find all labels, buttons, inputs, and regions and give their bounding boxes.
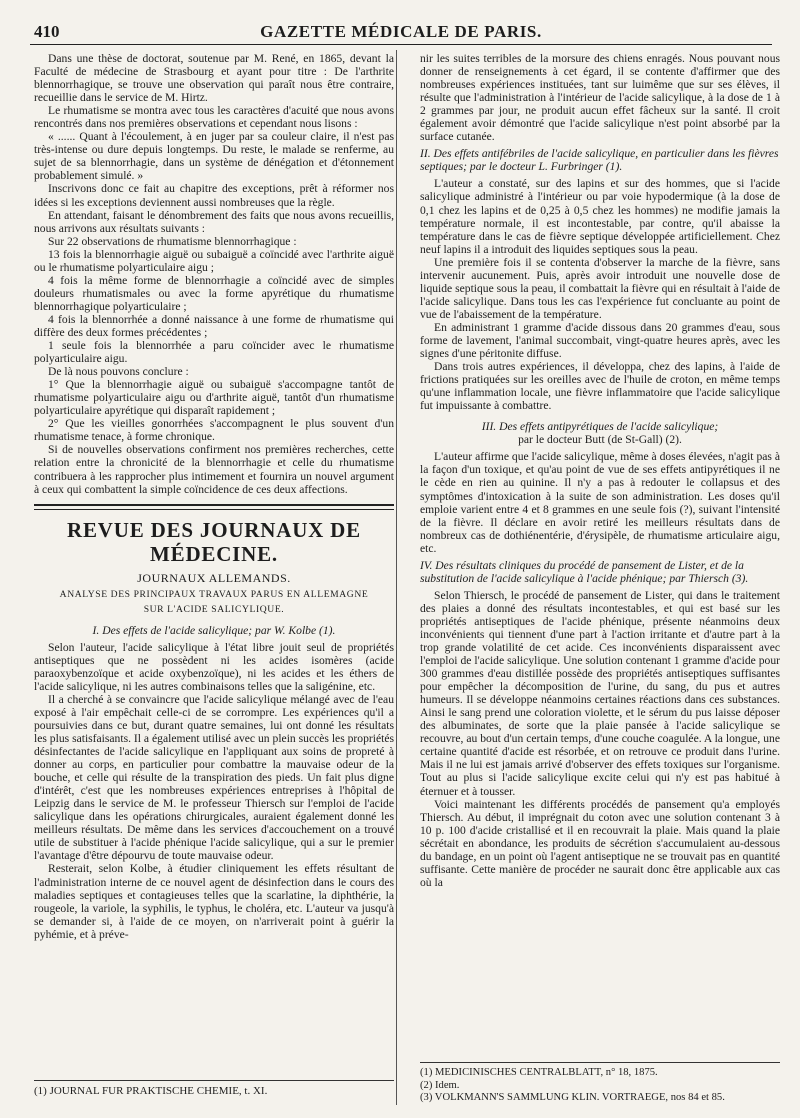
- revue-title: REVUE DES JOURNAUX DE MÉDECINE.: [67, 517, 361, 566]
- section-1-title: I. Des effets de l'acide salicylique; par W. Kolbe (1).: [92, 623, 336, 637]
- paragraph: 4 fois la blennorrhée a donné naissance à une forme de rhumatisme qui diffère des deux formes précédentes ;: [34, 312, 394, 339]
- section-2-title: II. Des effets antifébriles de l'acide salicylique, en particulier dans les fièvres septiques; par le docteur L. Furbringer (1).: [420, 147, 779, 174]
- paragraph: Il a cherché à se convaincre que l'acide salicylique mélangé avec de l'eau exposé à l'air empêchait celle-ci de se corrompre. Les expériences qu'il a poursuivies dans ce but, durant quatre semaines, lui ont donné les résultats les plus satisfaisants. Il a également utilisé avec un plein succès les propriétés désinfectantes de l'acide salicylique en l'appliquant aux soins de propreté à donner au corps, en particulier pour combattre la mauvaise odeur de la bouche, et celle qui résulte de la transpiration des pieds. Un fait plus digne d'intérêt, c'est que les nombreuses expériences entreprises à l'hôpital de Leipzig dans le service de M. le professeur Thiersch sur l'emploi de l'acide salicylique dans les opérations chirurgicales, auraient également donné les meilleurs résultats. De même dans les services d'accouchement on a trouvé utile de substituer à l'acide phénique l'acide salicylique, qui a sur le premier l'avantage d'être dépourvu de toute mauvaise odeur.: [34, 692, 394, 863]
- paragraph: L'auteur a constaté, sur des lapins et sur des hommes, que si l'acide salicylique administré à l'intérieur ou par voie hypodermique (à la dose de 0,1 chez les lapins et de 0,25 à 0,5 chez les hommes) ne modifie jamais la température normale, il est incontestable, par contre, qu'il abaisse la température dans le cas de fièvre septique développée artificiellement. Chez neuf lapins il a introduit des liquides septiques sous la peau.: [420, 177, 780, 256]
- analysis-heading-line2: SUR L'ACIDE SALICYLIQUE.: [143, 604, 285, 616]
- paragraph: De là nous pouvons conclure :: [48, 365, 189, 379]
- quotation: « ...... Quant à l'écoulement, à en juger par sa couleur claire, il n'est pas très-intense ou dure depuis longtemps. Du reste, le malade se renferme, au sujet de sa blennorrhagie, dans un système de dénégation et d'étonnement probablement simulé. »: [34, 130, 394, 183]
- paragraph: L'auteur affirme que l'acide salicylique, même à doses élevées, n'agit pas à la façon d'un toxique, et qu'au point de vue de ses effets antipyrétiques il ne le cède en rien au quinine. Il n'y a pas à redouter le collapsus et des symptômes d'intoxication à la suite de son administration. Les doses qu'il emploie varient entre 4 et 8 grammes en une seule fois (?), suivant l'intensité de la fièvre. Il déclare en avoir retiré les meilleurs résultats dans de nombreux cas de dothiénentérie, d'érysipèle, de rhumatisme articulaire aigu, etc.: [420, 450, 780, 555]
- paragraph: Le rhumatisme se montra avec tous les caractères d'acuité que nous avons rencontrés dans nos premières observations et cependant nous lisons :: [34, 104, 394, 131]
- paragraph: 4 fois la même forme de blennorrhagie a coïncidé avec de simples douleurs rhumatismales ou avec la forme apyrétique du rhumatisme blennorrhagique polyarticulaire ;: [34, 273, 394, 313]
- footnote: (1) JOURNAL FUR PRAKTISCHE CHEMIE, t. XI.: [34, 1085, 268, 1097]
- footnote: (2) Idem.: [420, 1079, 460, 1091]
- paragraph: En attendant, faisant le dénombrement des faits que nous avons recueillis, nous arrivons aux résultats suivants :: [34, 208, 394, 235]
- section-4-title: IV. Des résultats cliniques du procédé de pansement de Lister, et de la substitution de l'acide salicylique à l'acide phénique; par Thiersch (3).: [420, 558, 749, 585]
- paragraph: Voici maintenant les différents procédés de pansement qu'a employés Thiersch. Au début, il imprégnait du coton avec une solution contenant 3 à 10 p. 100 d'acide cristallisé et il en recouvrait la plaie. Mais quand la plaie sécrétait en abondance, les produits de sécrétion s'accumulaient au-dessous du bandage, en un point où l'agent antiseptique ne se trouvait pas en quantité suffisante. Cette manière de procéder ne saurait donc être applicable aux cas où la: [420, 797, 780, 889]
- column-divider: [396, 50, 397, 1105]
- right-column: [420, 52, 780, 889]
- paragraph: Resterait, selon Kolbe, à étudier cliniquement les effets résultant de l'administration interne de ce nouvel agent de désinfection dans le cours des maladies septiques et contagieuses telles que la scarlatine, la diphthérie, la rougeole, la variole, la syphilis, le typhus, le choléra, etc. L'auteur va jusqu'à se demander si, à l'aide de ce moyen, on n'arriverait point à guérir la pyhémie, et à préve-: [34, 862, 394, 941]
- journaux-allemands-heading: JOURNAUX ALLEMANDS.: [137, 570, 291, 585]
- paragraph: Dans une thèse de doctorat, soutenue par M. René, en 1865, devant la Faculté de médecine de Strasbourg et ayant pour titre : De l'arthrite blennorrhagique, se trouve une observation qui paraît nous être contraire, recueillie dans le service de M. Hirtz.: [34, 52, 394, 105]
- paragraph: Inscrivons donc ce fait au chapitre des exceptions, prêt à réformer nos idées si les exceptions deviennent aussi nombreuses que la règle.: [34, 182, 394, 209]
- analysis-heading-line1: ANALYSE DES PRINCIPAUX TRAVAUX PARUS EN ALLEMAGNE: [59, 588, 369, 600]
- right-footnotes: [420, 1062, 780, 1105]
- footnote: (3) VOLKMANN'S SAMMLUNG KLIN. VORTRAEGE, nos 84 et 85.: [420, 1092, 725, 1104]
- page-header: [30, 18, 772, 45]
- left-footnote: [34, 1080, 394, 1097]
- journal-title: GAZETTE MÉDICALE DE PARIS.: [260, 22, 542, 41]
- paragraph: En administrant 1 gramme d'acide dissous dans 20 grammes d'eau, sous forme de lavement, l'animal succombait, vingt-quatre heures après, avec les signes d'une péritonite diffuse.: [420, 320, 780, 361]
- footnote: (1) MEDICINISCHES CENTRALBLATT, n° 18, 1875.: [420, 1067, 658, 1078]
- paragraph: Selon Thiersch, le procédé de pansement de Lister, qui dans le traitement des plaies a donné des résultats incontestables, et qui est basé sur les propriétés antiseptiques de l'acide phénique, présente néanmoins deux inconvénients qui tiennent d'une part à l'action irritante et d'autre part à la trop grande volatilité de cet acide. Ces inconvénients disparaissent avec l'emploi de l'acide salicylique. Une solution contenant 1 gramme d'acide pour 300 grammes d'eau distillée possède des propriétés antiseptiques suffisantes pour empêcher la décomposition de l'urine, du sang, du pus et autres humeurs. Il se développe néanmoins certaines réactions dans ces substances. Ainsi le sang prend une coloration violette, et le sérum du pus laisse déposer des albuminates, de sorte que la plaie pansée à l'acide salicylique se recouvre, au bout d'un certain temps, d'une couche coagulée. A la longue, une certaine quantité d'acide est résorbée, et on retrouve ce produit dans l'urine. Mais il ne lui est jamais arrivé d'observer des effets toxiques sur l'organisme. Tout au plus si l'acide salicylique excite celui qui n'y est pas habitué à éternuer et à tousser.: [420, 588, 780, 798]
- paragraph: Sur 22 observations de rhumatisme blennorrhagique :: [48, 234, 297, 248]
- paragraph: 1 seule fois la blennorrhée a paru coïncider avec le rhumatisme polyarticulaire aigu.: [34, 339, 394, 366]
- page-number: 410: [34, 22, 60, 41]
- paragraph: Dans trois autres expériences, il développa, chez des lapins, à l'aide de frictions pratiquées sur les oreilles avec de l'huile de croton, en même temps qu'une inflammation locale, une fièvre inflammatoire que l'acide salicylique fut impuissante à combattre.: [420, 360, 780, 413]
- paragraph: nir les suites terribles de la morsure des chiens enragés. Nous pouvant nous donner de renseignements à cet égard, il se contente d'affirmer que des nombreuses expériences instituées, tant sur luimême que sur ses élèves, il résulte que l'administration à l'intérieur de l'acide salicylique, à la dose de 1 à 2 grammes par jour, ne produit aucun effet fâcheux sur la santé. Il croit également avoir démontré que l'acide salicylique n'est point absorbé par la surface cutanée.: [420, 52, 780, 144]
- paragraph: Une première fois il se contenta d'observer la marche de la fièvre, sans intervenir aucunement. Puis, après avoir introduit une nouvelle dose de liquide septique sous la peau, il combattait la fièvre qui en résultait à l'aide de l'acide salicylique. Dans tous les cas l'expérience fut concluante au point de vue de l'abaissement de la température.: [420, 255, 780, 321]
- paragraph: 1° Que la blennorrhagie aiguë ou subaiguë s'accompagne tantôt de rhumatisme polyarticulaire aigu ou d'arthrite aiguë, tantôt d'un rhumatisme polyarticulaire apyrétique qui disparaît rapidement ;: [34, 378, 394, 418]
- left-column: [34, 52, 394, 941]
- section-rule: [34, 504, 394, 510]
- paragraph: Selon l'auteur, l'acide salicylique à l'état libre jouit seul de propriétés antiseptiques que ne possèdent ni les acides isomères (acide paraoxybenzoïque et acide oxybenzoïque), ni les acides et les éthers de l'acide salicylique, ni les autres combinaisons telles que la saligénine, etc.: [34, 640, 394, 693]
- section-3-title: III. Des effets antipyrétiques de l'acide salicylique; par le docteur Butt (de St-Gall) (2).: [481, 420, 719, 447]
- paragraph: 13 fois la blennorrhagie aiguë ou subaiguë a coïncidé avec l'arthrite aiguë ou le rhumatisme polyarticulaire aigu ;: [34, 247, 394, 274]
- paragraph: Si de nouvelles observations confirment nos premières recherches, cette relation entre la chronicité de la blennorrhagie et celle du rhumatisme contribuera à les rapprocher plus intimement et fournira un nouvel argument à ceux qui combattent la simple coïncidence de ces deux affections.: [34, 443, 394, 496]
- paragraph: 2° Que les vieilles gonorrhées s'accompagnent le plus souvent d'un rhumatisme tenace, à forme chronique.: [34, 417, 394, 444]
